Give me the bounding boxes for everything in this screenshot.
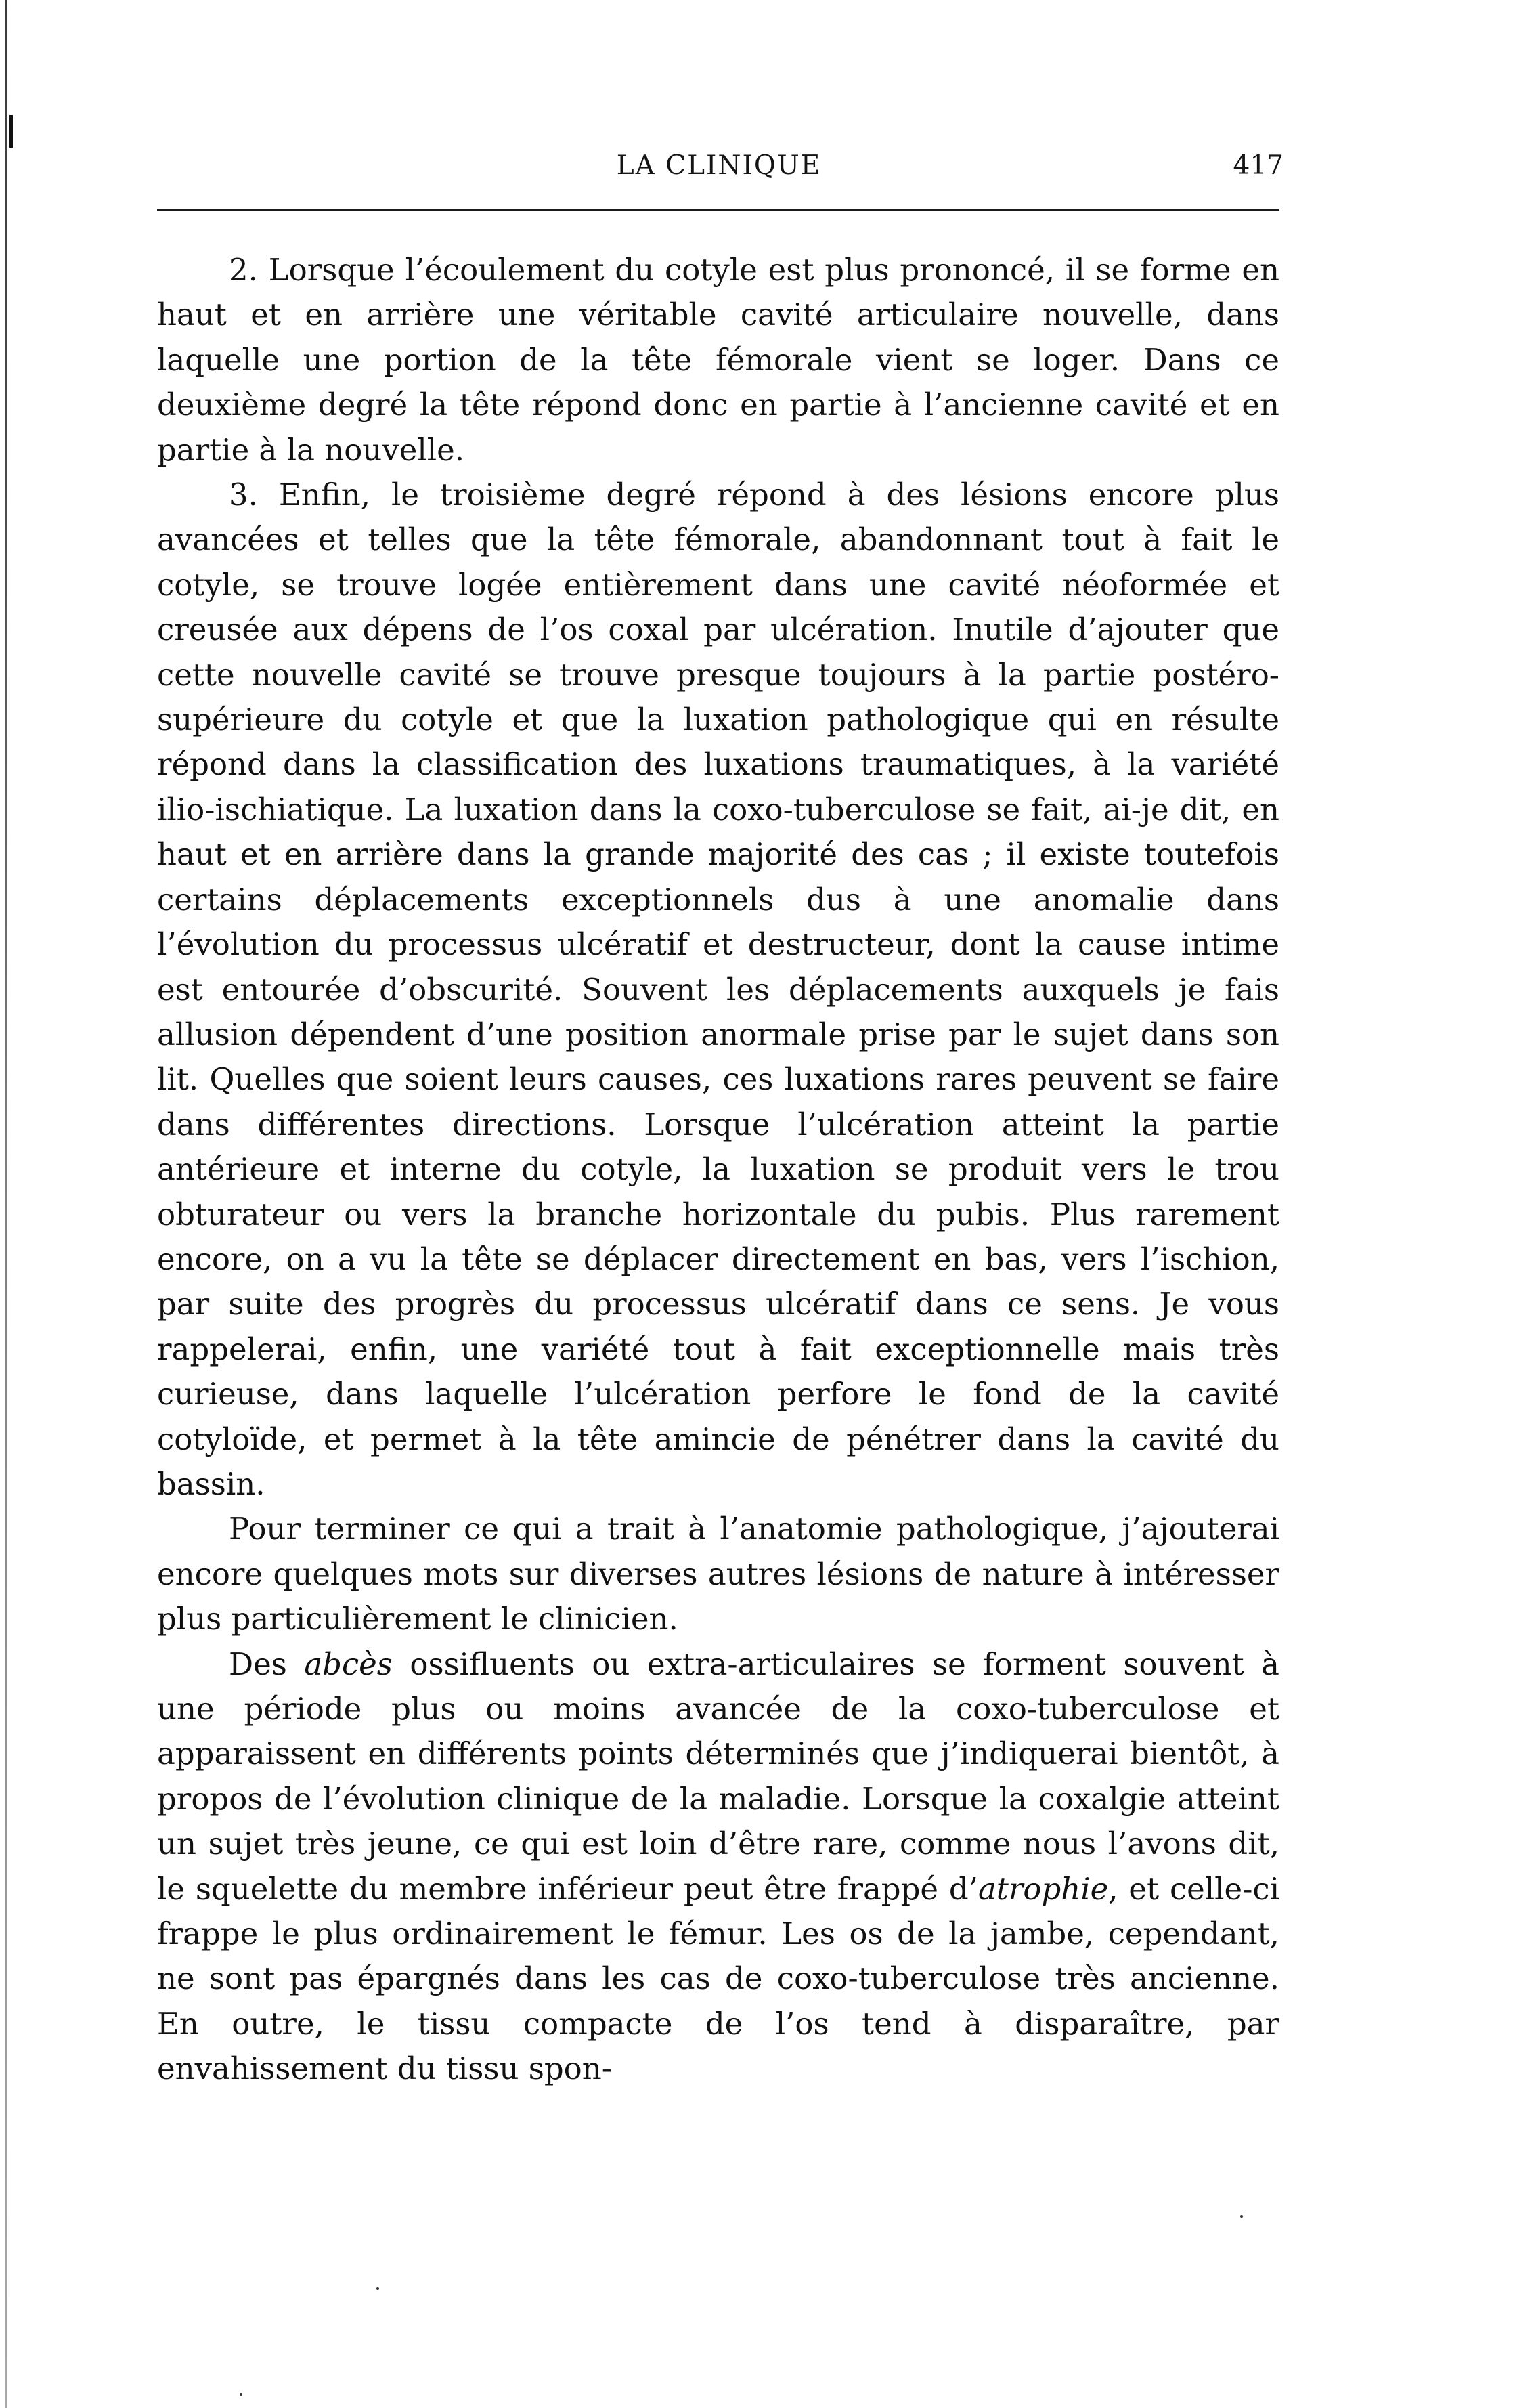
scan-speck <box>376 2287 379 2290</box>
page-number: 417 <box>1233 150 1283 181</box>
scan-speck <box>1240 2215 1243 2218</box>
paragraph-text: , et celle-ci frappe le plus ordinairement le fémur. Les os de la jambe, cependant, ne sont pas épargnés dans les cas de coxo-tuberculose très ancienne. En outre, le tissu compacte de l’os tend à disparaître, par envahissement du tissu spon- <box>157 1870 1279 2087</box>
running-header <box>154 150 1283 198</box>
scan-edge-mark <box>9 115 13 148</box>
header-rule <box>157 209 1279 211</box>
scan-edge-shadow <box>5 0 7 2408</box>
paragraph-text: Des <box>229 1646 305 1682</box>
italic-term: atrophie <box>978 1870 1109 1907</box>
paragraph-text: Pour terminer ce qui a trait à l’anatomie pathologique, j’ajouterai encore quelques mots sur diverses autres lésions de nature à intéresser plus particulièrement le clinicien. <box>157 1511 1279 1637</box>
paragraph-text: ossifluents ou extra-articulaires se forment souvent à une période plus ou moins avancée de la coxo-tuberculose et apparaissent en différents points déterminés que j’indiquerai bientôt, à propos de l’évolution clinique de la maladie. Lorsque la coxalgie atteint un sujet très jeune, ce qui est loin d’être rare, comme nous l’avons dit, le squelette du membre inférieur peut être frappé d’ <box>157 1646 1279 1907</box>
paragraph-text: 2. Lorsque l’écoulement du cotyle est plus prononcé, il se forme en haut et en arrière une véritable cavité articulaire nouvelle, dans laquelle une portion de la tête fémorale vient se loger. Dans ce deuxième degré la tête répond donc en partie à l’ancienne cavité et en partie à la nouvelle. <box>157 252 1279 468</box>
paragraph <box>157 473 1279 1507</box>
paragraph <box>157 248 1279 473</box>
scan-speck <box>240 2393 242 2396</box>
body-text <box>157 248 1279 2092</box>
paragraph <box>157 1507 1279 1641</box>
running-title: LA CLINIQUE <box>616 150 822 181</box>
paragraph <box>157 1642 1279 2092</box>
paragraph-text: 3. Enfin, le troisième degré répond à des lésions encore plus avancées et telles que la tête fémorale, abandonnant tout à fait le cotyle, se trouve logée entièrement dans une cavité néoformée et creusée aux dépens de l’os coxal par ulcération. Inutile d’ajouter que cette nouvelle cavité se trouve presque toujours à la partie postéro-supérieure du cotyle et que la luxation pathologique qui en résulte répond dans la classification des luxations traumatiques, à la variété ilio-ischiatique. La luxation dans la coxo-tuberculose se fait, ai-je dit, en haut et en arrière dans la grande majorité des cas ; il existe toutefois certains déplacements exceptionnels dus à une anomalie dans l’évolution du processus ulcératif et destructeur, dont la cause intime est entourée d’obscurité. Souvent les déplacements auxquels je fais allusion dépendent d’une position anormale prise par le sujet dans son lit. Quelles que soient leurs causes, ces luxations rares peuvent se faire dans différentes directions. Lorsque l’ulcération atteint la partie antérieure et interne du cotyle, la luxation se produit vers le trou obturateur ou vers la branche horizontale du pubis. Plus rarement encore, on a vu la tête se déplacer directement en bas, vers l’ischion, par suite des progrès du processus ulcératif dans ce sens. Je vous rappelerai, enfin, une variété tout à fait exceptionnelle mais très curieuse, dans laquelle l’ulcération perfore le fond de la cavité cotyloïde, et permet à la tête amincie de pénétrer dans la cavité du bassin. <box>157 477 1279 1502</box>
italic-term: abcès <box>304 1646 393 1682</box>
